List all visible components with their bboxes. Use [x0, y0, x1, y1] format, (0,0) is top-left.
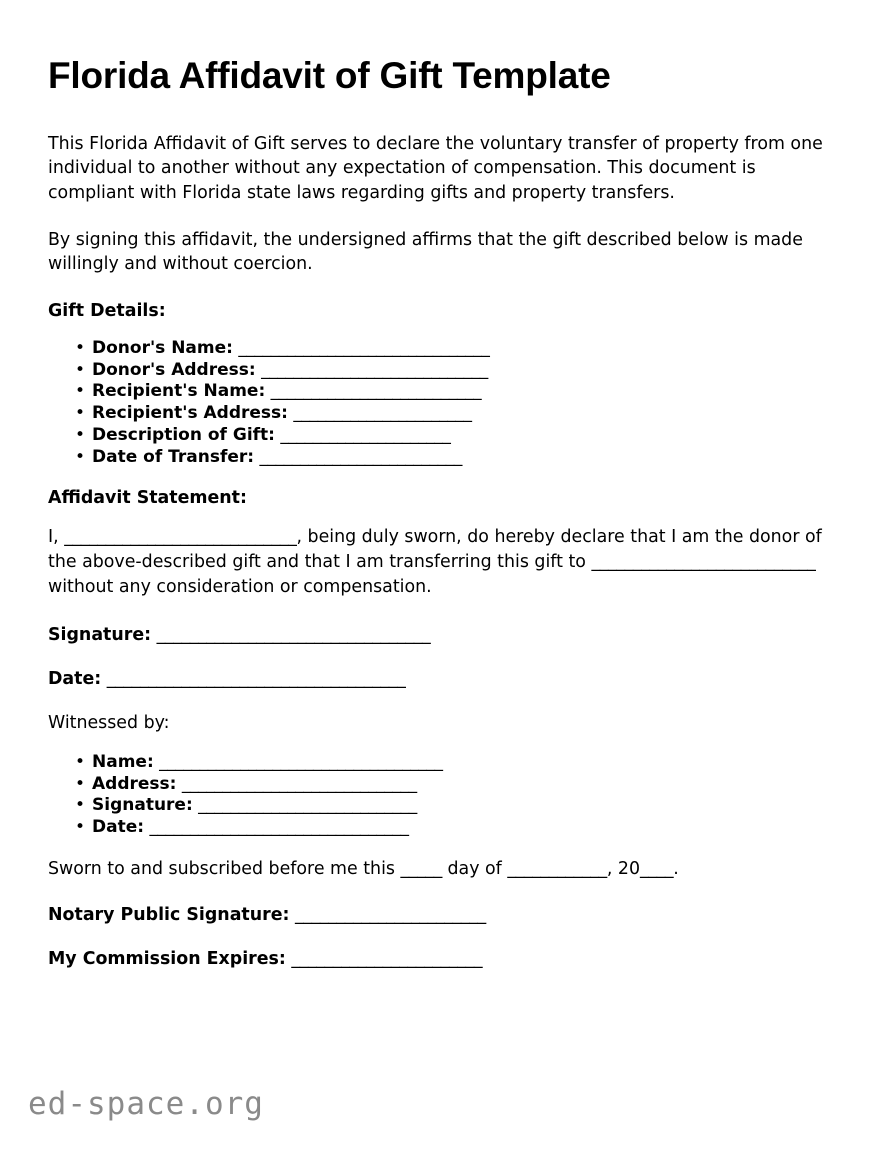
- field-blank-line[interactable]: ___________________________: [198, 795, 417, 816]
- intro-paragraph: This Florida Affidavit of Gift serves to declare the voluntary transfer of property from one individual to another without any expectation of compensation. This document is compliant with Florida state laws regarding gifts and property transfers.: [48, 133, 823, 203]
- list-item: [92, 752, 844, 774]
- field-label: Donor's Name:: [92, 337, 233, 358]
- field-label: Date of Transfer:: [92, 446, 255, 467]
- field-label: Donor's Address:: [92, 359, 256, 380]
- page-title: Florida Affidavit of Gift Template: [48, 55, 611, 96]
- list-item: [92, 795, 844, 817]
- commission-expires-label: My Commission Expires:: [48, 949, 286, 970]
- field-label: Recipient's Address:: [92, 403, 288, 424]
- statement-text-3: without any consideration or compensation.: [48, 577, 432, 598]
- signature-label: Signature:: [48, 624, 152, 645]
- statement-text-1: I,: [48, 526, 65, 547]
- witness-list: [48, 752, 844, 839]
- list-item: [92, 774, 844, 796]
- sworn-blank-year[interactable]: ____: [640, 858, 674, 879]
- list-item: [92, 403, 844, 425]
- field-blank-line[interactable]: ________________________________: [149, 817, 409, 837]
- field-label: Date:: [92, 817, 145, 837]
- field-label: Description of Gift:: [92, 424, 275, 445]
- list-item: [92, 360, 844, 382]
- date-label: Date:: [48, 669, 102, 690]
- list-item: [92, 425, 844, 447]
- field-blank-line[interactable]: _____________________________: [181, 773, 417, 794]
- field-label: Signature:: [92, 795, 193, 816]
- date-field: [48, 667, 844, 691]
- sworn-text-2: day of: [441, 858, 508, 879]
- statement-blank-recipient[interactable]: ___________________________: [591, 552, 816, 573]
- affidavit-statement-text: [48, 525, 844, 601]
- field-label: Address:: [92, 773, 177, 794]
- field-blank-line[interactable]: ______________________: [293, 403, 472, 424]
- list-item: [92, 381, 844, 403]
- statement-text-2: , being duly sworn, do hereby declare that I am the donor of the above-described gift and that I am transferring this gift to: [48, 526, 822, 573]
- list-item: [92, 817, 844, 839]
- gift-details-heading: Gift Details:: [48, 301, 166, 322]
- sworn-blank-day[interactable]: _____: [400, 858, 442, 879]
- sworn-text-3: , 20: [606, 858, 641, 879]
- sworn-text-4: .: [673, 858, 679, 879]
- date-blank-line[interactable]: ____________________________________: [106, 669, 406, 690]
- list-item: [92, 447, 844, 469]
- statement-blank-donor[interactable]: ____________________________: [64, 526, 297, 547]
- witness-heading: Witnessed by:: [48, 713, 170, 734]
- document-body: [48, 55, 844, 992]
- field-label: Recipient's Name:: [92, 381, 266, 402]
- site-watermark: ed-space.org: [28, 1086, 264, 1122]
- list-item: [92, 338, 844, 360]
- field-label: Name:: [92, 751, 154, 772]
- field-blank-line[interactable]: ___________________________________: [159, 751, 443, 772]
- field-blank-line[interactable]: _______________________________: [238, 337, 490, 358]
- notary-signature-label: Notary Public Signature:: [48, 905, 290, 926]
- signature-blank-line[interactable]: _________________________________: [156, 624, 431, 645]
- field-blank-line[interactable]: _________________________: [259, 446, 462, 467]
- signature-field: [48, 623, 844, 647]
- commission-expires-blank-line[interactable]: _______________________: [291, 949, 483, 970]
- sworn-blank-month[interactable]: ____________: [507, 858, 607, 879]
- consent-paragraph: By signing this affidavit, the undersigned affirms that the gift described below is made willingly and without coercion.: [48, 229, 803, 275]
- sworn-text-1: Sworn to and subscribed before me this: [48, 858, 401, 879]
- notary-signature-field: [48, 903, 844, 927]
- field-blank-line[interactable]: ____________________________: [261, 359, 488, 380]
- field-blank-line[interactable]: _____________________: [280, 424, 451, 445]
- field-blank-line[interactable]: __________________________: [270, 381, 482, 402]
- sworn-statement: [48, 857, 844, 881]
- gift-details-list: [48, 338, 844, 469]
- notary-signature-blank-line[interactable]: _______________________: [294, 905, 486, 926]
- commission-expires-field: [48, 947, 844, 971]
- affidavit-statement-heading: Affidavit Statement:: [48, 488, 247, 509]
